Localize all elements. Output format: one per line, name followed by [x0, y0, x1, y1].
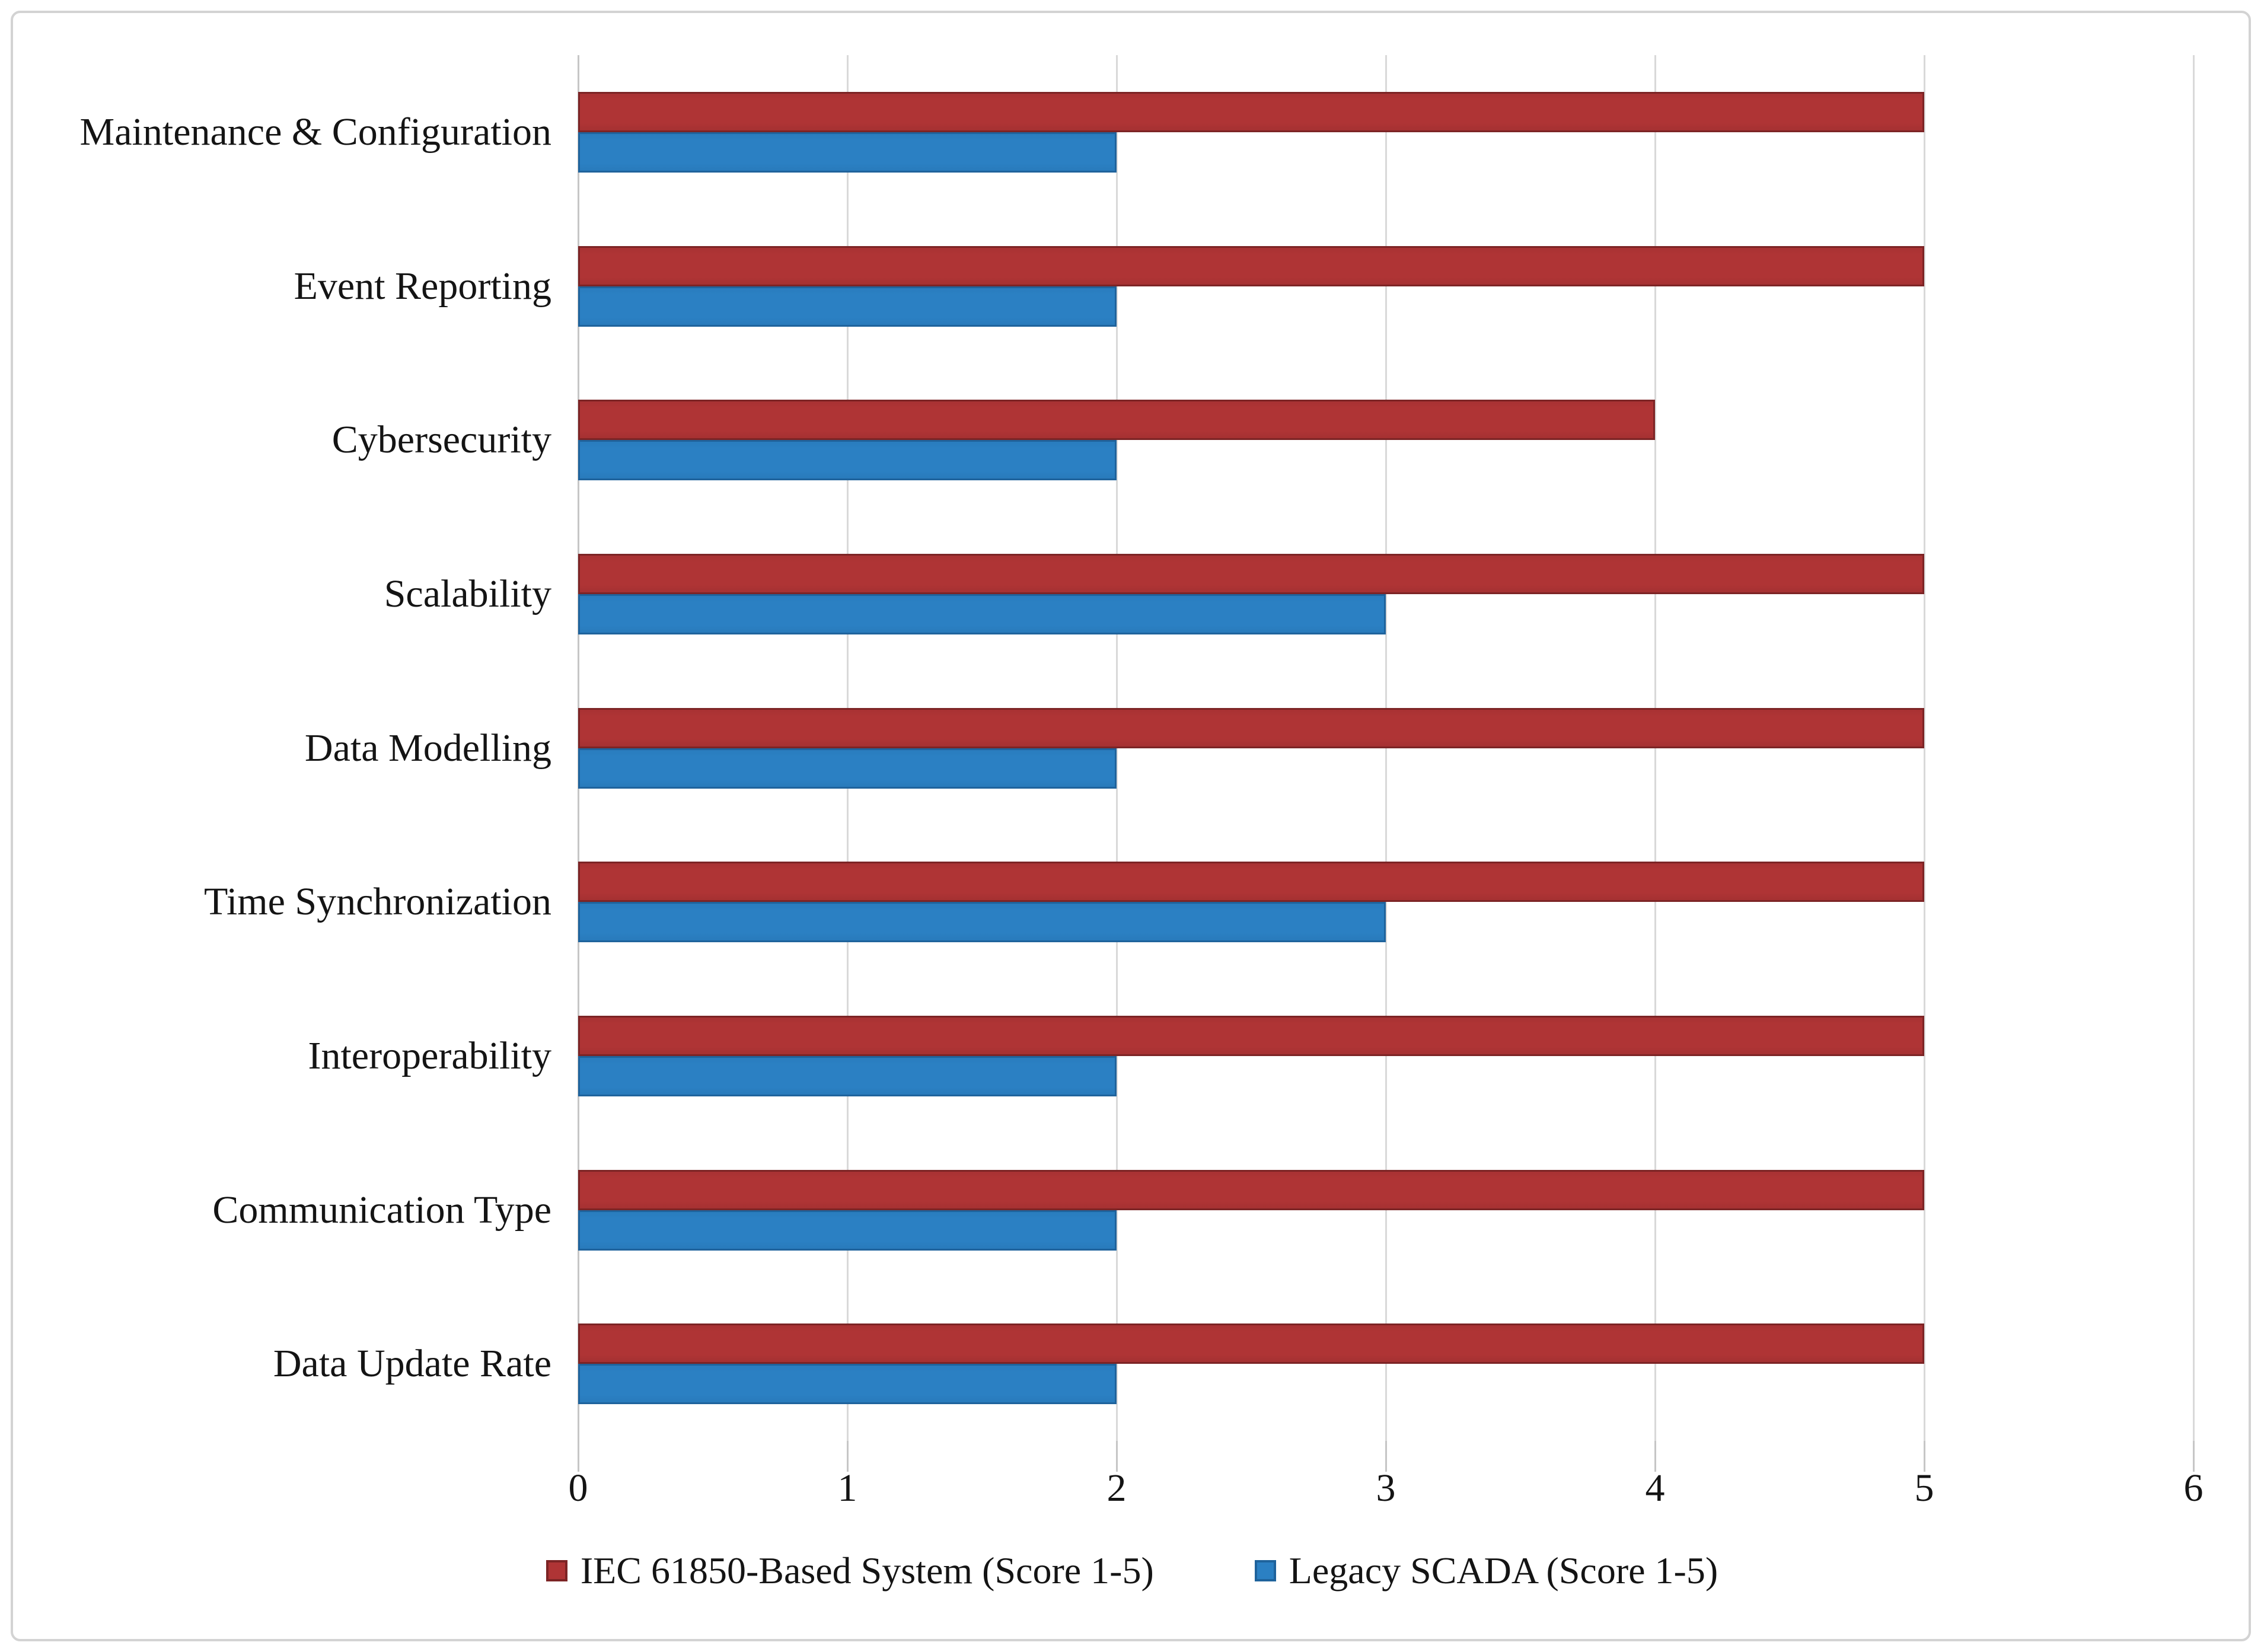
x-axis-tick-label: 1: [837, 1466, 857, 1510]
category-label: Event Reporting: [294, 264, 551, 308]
category-label: Cybersecurity: [331, 418, 551, 462]
category-label: Communication Type: [212, 1188, 551, 1232]
category-label: Data Modelling: [304, 726, 551, 770]
x-axis-tick-label: 3: [1376, 1466, 1396, 1510]
x-axis-tick-label: 4: [1645, 1466, 1665, 1510]
category-label: Time Synchronization: [203, 880, 551, 924]
x-axis-tick-label: 0: [568, 1466, 588, 1510]
legend-label: IEC 61850-Based System (Score 1-5): [580, 1549, 1154, 1592]
category-label: Maintenance & Configuration: [79, 110, 551, 154]
x-axis-tick-label: 6: [2183, 1466, 2204, 1510]
legend-marker-icon: [1255, 1560, 1276, 1581]
legend-entry-iec-61850: [546, 1549, 1154, 1593]
category-label: Interoperability: [308, 1034, 551, 1077]
legend-marker-icon: [546, 1560, 567, 1581]
category-label: Data Update Rate: [273, 1342, 551, 1386]
category-label: Scalability: [384, 572, 551, 615]
legend-entry-legacy-scada: [1255, 1549, 1718, 1593]
x-axis-tick-label: 2: [1107, 1466, 1127, 1510]
legend-label: Legacy SCADA (Score 1-5): [1289, 1549, 1718, 1592]
legend: [0, 1549, 2264, 1593]
x-axis-tick-label: 5: [1914, 1466, 1934, 1510]
